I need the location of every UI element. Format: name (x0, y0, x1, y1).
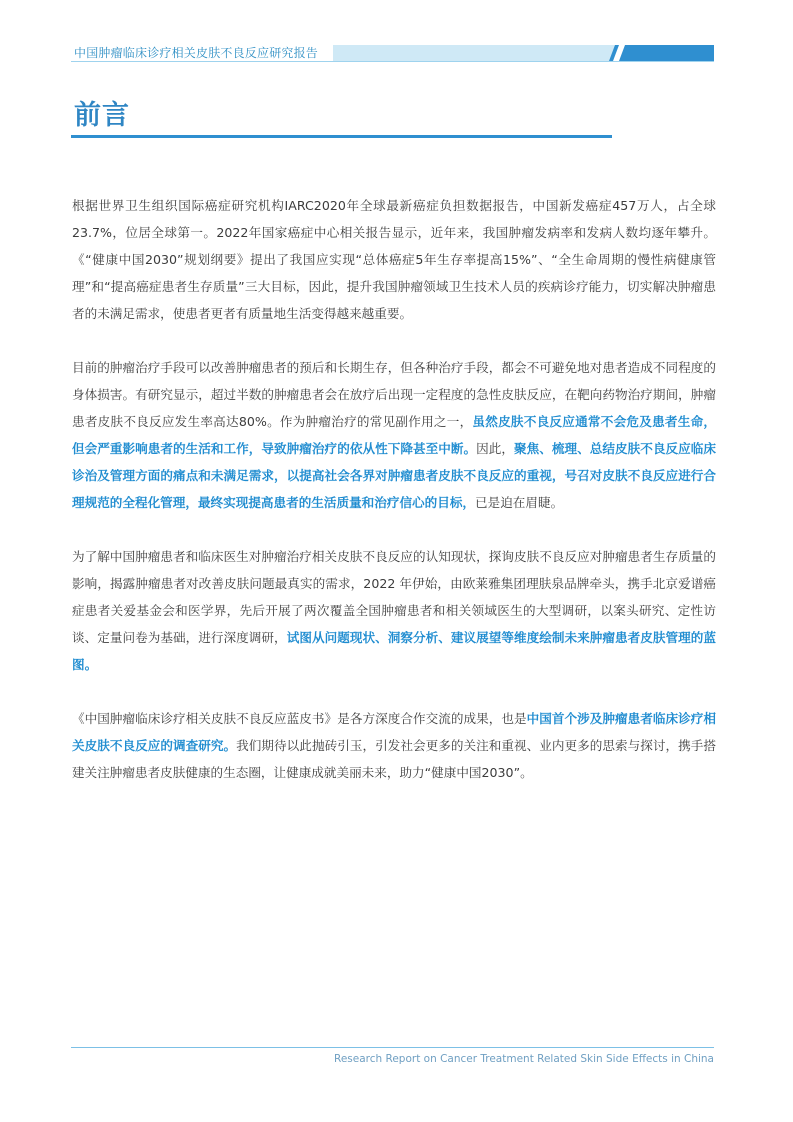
highlight-text: 中国首个涉及肿瘤患者临床诊疗相关皮肤不良反应的调查研究。 (72, 711, 717, 753)
body-text (72, 192, 716, 813)
footer-text: Research Report on Cancer Treatment Related Skin Side Effects in China (334, 1053, 714, 1065)
header-divider (71, 61, 714, 62)
highlight-text: 试图从问题现状、洞察分析、建议展望等维度绘制未来肿瘤患者皮肤管理的蓝图。 (72, 630, 717, 672)
paragraph-text: 已是迫在眉睫。 (475, 495, 564, 510)
page-title: 前言 (74, 100, 130, 131)
paragraph-4 (72, 705, 716, 786)
paragraph-text: 目前的肿瘤治疗手段可以改善肿瘤患者的预后和长期生存，但各种治疗手段，都会不可避免地对患者造成不同程度的身体损害。有研究显示，超过半数的肿瘤患者会在放疗后出现一定程度的急性皮肤反应，在靶向药物治疗期间，肿瘤患者皮肤不良反应发生率高达80%。作为肿瘤治疗的常见副作用之一， (72, 360, 716, 429)
highlight-text: 虽然皮肤不良反应通常不会危及患者生命，但会严重影响患者的生活和工作，导致肿瘤治疗的依从性下降甚至中断。 (72, 414, 717, 456)
title-underline (71, 135, 612, 138)
paragraph-3 (72, 543, 716, 678)
highlight-text: 聚焦、梳理、总结皮肤不良反应临床诊治及管理方面的痛点和未满足需求，以提高社会各界对肿瘤患者皮肤不良反应的重视，号召对皮肤不良反应进行合理规范的全程化管理，最终实现提高患者的生活质量和治疗信心的目标， (72, 441, 717, 510)
paragraph-text: 《中国肿瘤临床诊疗相关皮肤不良反应蓝皮书》是各方深度合作交流的成果，也是 (72, 711, 527, 726)
paragraph-text: 我们期待以此抛砖引玉，引发社会更多的关注和重视、业内更多的思索与探讨，携手搭建关注肿瘤患者皮肤健康的生态圈，让健康成就美丽未来，助力“健康中国2030”。 (72, 738, 717, 780)
paragraph-text: 因此， (476, 441, 514, 456)
footer-divider (71, 1047, 714, 1048)
paragraph-text: 为了解中国肿瘤患者和临床医生对肿瘤治疗相关皮肤不良反应的认知现状，探询皮肤不良反应对肿瘤患者生存质量的影响，揭露肿瘤患者对改善皮肤问题最真实的需求，2022 年伊始，由欧莱雅集团理肤泉品牌牵头，携手北京爱谱癌症患者关爱基金会和医学界，先后开展了两次覆盖全国肿瘤患者和相关领域医生的大型调研，以案头研究、定性访谈、定量问卷为基础，进行深度调研， (72, 549, 716, 645)
header-title: 中国肿瘤临床诊疗相关皮肤不良反应研究报告 (74, 46, 319, 60)
paragraph-text: 根据世界卫生组织国际癌症研究机构IARC2020年全球最新癌症负担数据报告，中国新发癌症457万人，占全球23.7%，位居全球第一。2022年国家癌症中心相关报告显示，近年来，我国肿瘤发病率和发病人数均逐年攀升。《“健康中国2030”规划纲要》提出了我国应实现“总体癌症5年生存率提高15%”、“全生命周期的慢性病健康管理”和“提高癌症患者生存质量”三大目标，因此，提升我国肿瘤领域卫生技术人员的疾病诊疗能力，切实解决肿瘤患者的未满足需求，使患者更者有质量地生活变得越来越重要。 (72, 198, 716, 321)
paragraph-2 (72, 354, 716, 516)
paragraph-1 (72, 192, 716, 327)
